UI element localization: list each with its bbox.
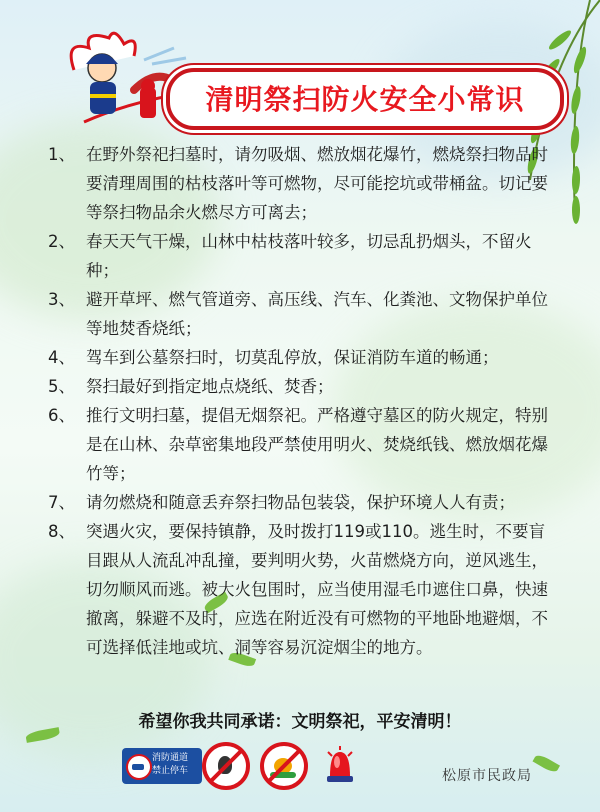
issuing-agency: 松原市民政局: [442, 768, 532, 784]
list-item: [48, 488, 553, 517]
no-car-icon: [126, 754, 152, 780]
alarm-light-icon: [326, 746, 354, 784]
item-number: 7、: [48, 493, 75, 512]
item-number: 5、: [48, 377, 75, 396]
item-text: 春天天气干燥，山林中枯枝落叶较多，切忌乱扔烟头，不留火种；: [86, 232, 532, 280]
no-fire-icon: [202, 742, 250, 790]
item-text: 在野外祭祀扫墓时，请勿吸烟、燃放烟花爆竹，燃烧祭扫物品时要清理周围的枯枝落叶等可燃物，尽可能挖坑或带桶盆。切记要等祭扫物品余火燃尽方可离去；: [86, 145, 548, 222]
item-text: 推行文明扫墓，提倡无烟祭祀。严格遵守墓区的防火规定，特别是在山林、杂草密集地段严禁使用明火、焚烧纸钱、燃放烟花爆竹等；: [86, 406, 548, 483]
item-number: 4、: [48, 348, 75, 367]
sign-text: 禁止停车: [152, 766, 189, 776]
list-item: [48, 343, 553, 372]
no-burning-icon: [260, 742, 308, 790]
item-text: 祭扫最好到指定地点烧纸、焚香；: [86, 377, 334, 396]
item-number: 6、: [48, 406, 75, 425]
no-parking-fire-lane-sign: [122, 748, 202, 784]
item-text: 驾车到公墓祭扫时，切莫乱停放，保证消防车道的畅通；: [86, 348, 499, 367]
safety-tips-list: [48, 140, 553, 662]
list-item: [48, 227, 553, 285]
item-number: 3、: [48, 290, 75, 309]
item-text: 请勿燃烧和随意丢弃祭扫物品包装袋，保护环境人人有责；: [86, 493, 515, 512]
title-banner: [166, 68, 564, 130]
item-number: 8、: [48, 522, 75, 541]
list-item: [48, 517, 553, 662]
list-item: [48, 285, 553, 343]
sign-text: 消防通道: [152, 753, 189, 763]
item-number: 1、: [48, 145, 75, 164]
item-text: 避开草坪、燃气管道旁、高压线、汽车、化粪池、文物保护单位等地焚香烧纸；: [86, 290, 548, 338]
header: [44, 30, 554, 140]
slogan: 希望你我共同承诺：文明祭祀，平安清明！: [138, 712, 462, 732]
list-item: [48, 140, 553, 227]
item-number: 2、: [48, 232, 75, 251]
page-title: 清明祭扫防火安全小常识: [205, 83, 525, 116]
item-text: 突遇火灾，要保持镇静，及时拨打119或110。逃生时，不要盲目跟从人流乱冲乱撞，要判明火势，火苗燃烧方向，逆风逃生，切勿顺风而逃。被大火包围时，应当使用湿毛巾遮住口鼻，快速撤离，躲避不及时，应选在附近没有可燃物的平地卧地避烟，不可选择低洼地或坑、洞等容易沉淀烟尘的地方。: [86, 522, 548, 657]
list-item: [48, 401, 553, 488]
list-item: [48, 372, 553, 401]
